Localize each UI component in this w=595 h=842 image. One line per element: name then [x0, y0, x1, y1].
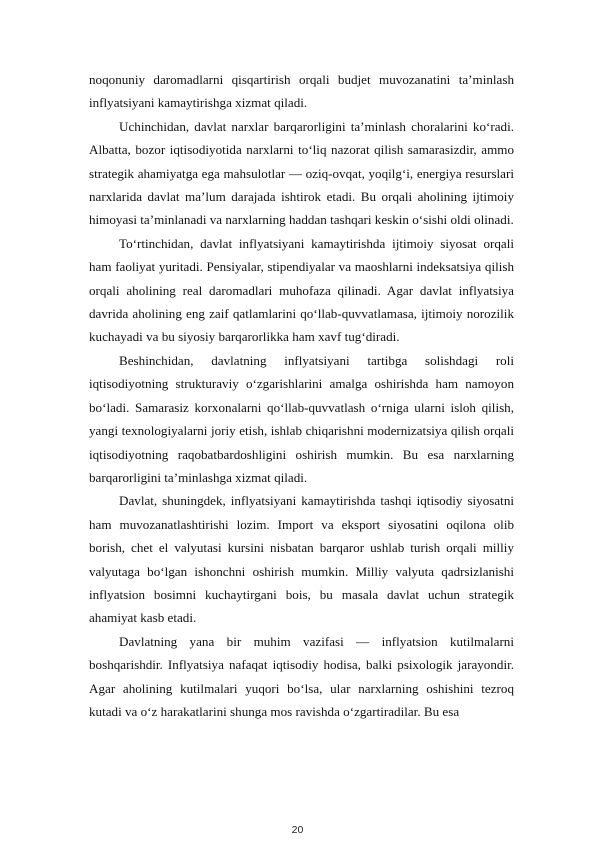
- paragraph-inflation-expectations: Davlatning yana bir muhim vazifasi — inflyatsion kutilmalarni boshqarishdir. Inflyatsiya nafaqat iqtisodiy hodisa, balki psixologik jarayondir. Agar aholining kutilmalari yuqori bo‘lsa, ular narxlarning oshishini tezroq kutadi va o‘z harakatlarini shunga mos ravishda o‘zgartiradilar. Bu esa: [89, 633, 514, 719]
- paragraph-fifth-measure: Beshinchidan, davlatning inflyatsiyani tartibga solishdagi roli iqtisodiyotning strukturaviy o‘zgarishlarini amalga oshirishda ham namoyon bo‘ladi. Samarasiz korxonalarni qo‘llab-quvvatlash o‘rniga ularni isloh qilish, yangi texnologiyalarni joriy etish, ishlab chiqarishni modernizatsiya qilish orqali iqtisodiyotning raqobatbardoshligini oshirish mumkin. Bu esa narxlarning barqarorligini ta’minlashga xizmat qiladi.: [89, 352, 514, 485]
- paragraph-continuation: noqonuniy daromadlarni qisqartirish orqali budjet muvozanatini ta’minlash inflyatsiyani kamaytirishga xizmat qiladi.: [89, 72, 514, 111]
- paragraph-third-measure: Uchinchidan, davlat narxlar barqarorligini ta’minlash choralarini ko‘radi. Albatta, bozor iqtisodiyotida narxlarni to‘liq nazorat qilish samarasizdir, ammo strategik ahamiyatga ega mahsulotlar — oziq-ovqat, yoqilg‘i, energiya resurslari narxlarida davlat ma’lum darajada ishtirok etadi. Bu orqali aholining ijtimoiy himoyasi ta’minlanadi va narxlarning haddan tashqari keskin o‘sishi oldi olinadi.: [89, 118, 514, 228]
- paragraph-fourth-measure: To‘rtinchidan, davlat inflyatsiyani kamaytirishda ijtimoiy siyosat orqali ham faoliyat yuritadi. Pensiyalar, stipendiyalar va maoshlarni indeksatsiya qilish orqali aholining real daromadlari muhofaza qilinadi. Agar davlat inflyatsiya davrida aholining eng zaif qatlamlarini qo‘llab-quvvatlamasa, ijtimoiy norozilik kuchayadi va bu siyosiy barqarorlikka ham xavf tug‘diradi.: [89, 235, 514, 345]
- page-number-text: 20: [291, 824, 304, 836]
- body-text: [89, 68, 514, 723]
- paragraph-external-policy: Davlat, shuningdek, inflyatsiyani kamaytirishda tashqi iqtisodiy siyosatni ham muvozanatlashtirishi lozim. Import va eksport siyosatini oqilona olib borish, chet el valyutasi kursini nisbatan barqaror ushlab turish orqali milliy valyutaga bo‘lgan ishonchni oshirish mumkin. Milliy valyuta qadrsizlanishi inflyatsion bosimni kuchaytirgani bois, bu masala davlat uchun strategik ahamiyat kasb etadi.: [89, 493, 514, 626]
- page-number: [0, 824, 595, 836]
